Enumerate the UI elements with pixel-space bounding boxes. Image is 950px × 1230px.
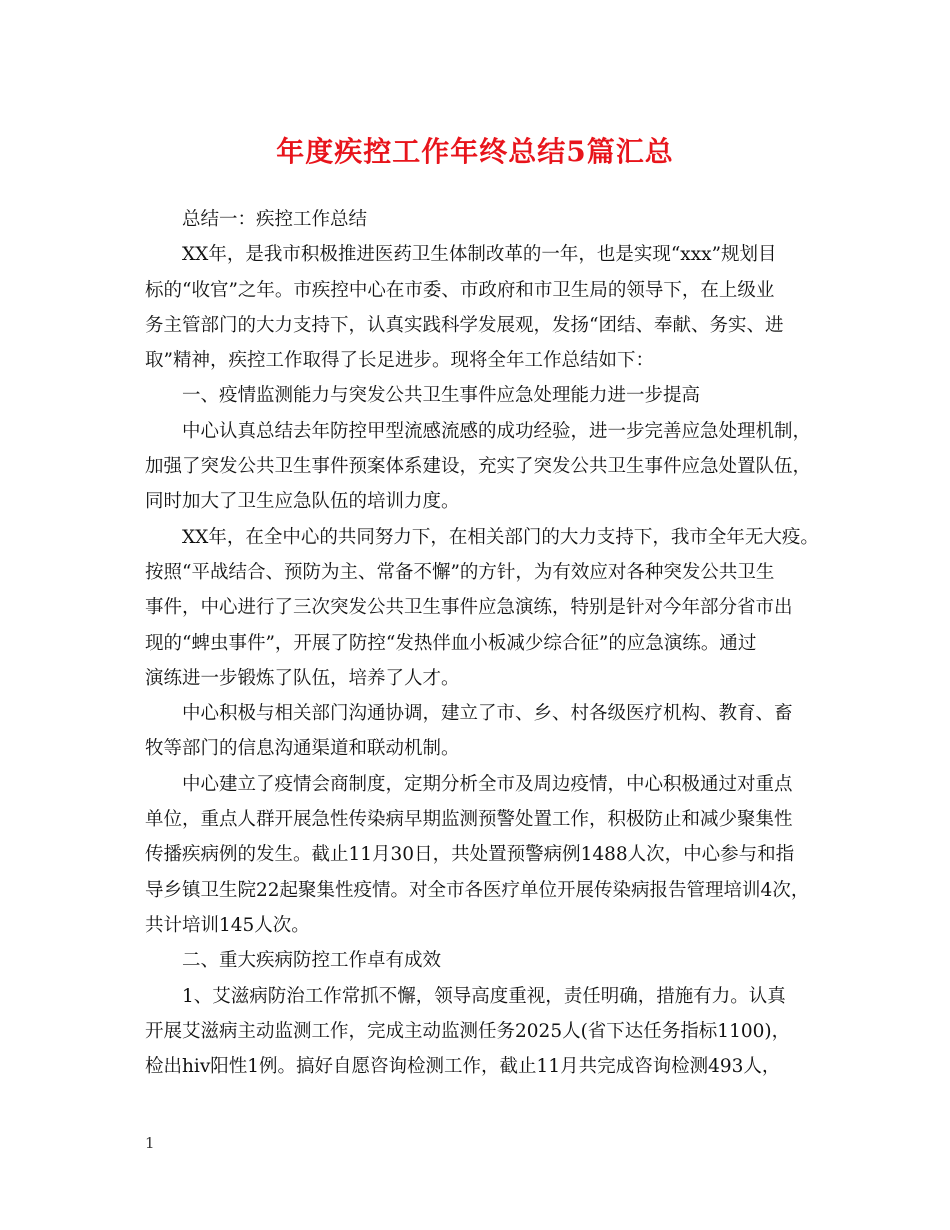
paragraph-line: 1、艾滋病防治工作常抓不懈，领导高度重视，责任明确，措施有力。认真 [182, 985, 786, 1007]
paragraph-line: 中心积极与相关部门沟通协调，建立了市、乡、村各级医疗机构、教育、畜 [182, 703, 793, 725]
paragraph-line: 单位，重点人群开展急性传染病早期监测预警处置工作，积极防止和减少聚集性 [145, 809, 793, 831]
paragraph-line: 务主管部门的大力支持下，认真实践科学发展观，发扬“团结、奉献、务实、进 [145, 314, 784, 336]
section-heading: 一、疫情监测能力与突发公共卫生事件应急处理能力进一步提高 [182, 385, 701, 407]
section-heading: 二、重大疾病防控工作卓有成效 [182, 950, 442, 972]
paragraph-line: 开展艾滋病主动监测工作，完成主动监测任务2025人(省下达任务指标1100)， [145, 1020, 791, 1042]
paragraph-line: 标的“收官”之年。市疾控中心在市委、市政府和市卫生局的领导下，在上级业 [145, 279, 775, 301]
section-heading: 总结一：疾控工作总结 [182, 209, 368, 230]
document-title: 年度疾控工作年终总结5篇汇总 [276, 135, 674, 168]
paragraph-line: XX年，在全中心的共同努力下，在相关部门的大力支持下，我市全年无大疫。 [182, 526, 819, 548]
paragraph-line: XX年，是我市积极推进医药卫生体制改革的一年，也是实现“xxx”规划目 [182, 244, 777, 266]
paragraph-line: 中心认真总结去年防控甲型流感流感的成功经验，进一步完善应急处理机制， [182, 420, 812, 442]
paragraph-line: 演练进一步锻炼了队伍，培养了人才。 [145, 667, 460, 689]
paragraph-line: 现的“蜱虫事件”，开展了防控“发热伴血小板减少综合征”的应急演练。通过 [145, 632, 757, 654]
paragraph-line: 导乡镇卫生院22起聚集性疫情。对全市各医疗单位开展传染病报告管理培训4次， [145, 879, 810, 901]
page-number: 1 [145, 1134, 155, 1152]
paragraph-line: 事件，中心进行了三次突发公共卫生事件应急演练，特别是针对今年部分省市出 [145, 597, 793, 619]
paragraph-line: 同时加大了卫生应急队伍的培训力度。 [145, 491, 460, 513]
paragraph-line: 中心建立了疫情会商制度，定期分析全市及周边疫情，中心积极通过对重点 [182, 773, 793, 795]
paragraph-line: 传播疾病例的发生。截止11月30日，共处置预警病例1488人次，中心参与和指 [145, 844, 795, 866]
paragraph-line: 取”精神，疾控工作取得了长足进步。现将全年工作总结如下： [145, 350, 654, 372]
paragraph-line: 加强了突发公共卫生事件预案体系建设，充实了突发公共卫生事件应急处置队伍， [145, 456, 812, 478]
paragraph-line: 牧等部门的信息沟通渠道和联动机制。 [145, 738, 460, 760]
document-body [145, 202, 819, 1084]
paragraph-line: 共计培训145人次。 [145, 914, 310, 936]
paragraph-line: 按照“平战结合、预防为主、常备不懈”的方针，为有效应对各种突发公共卫生 [145, 561, 775, 583]
paragraph-line: 检出hiv阳性1例。搞好自愿咨询检测工作，截止11月共完成咨询检测493人， [145, 1056, 781, 1078]
